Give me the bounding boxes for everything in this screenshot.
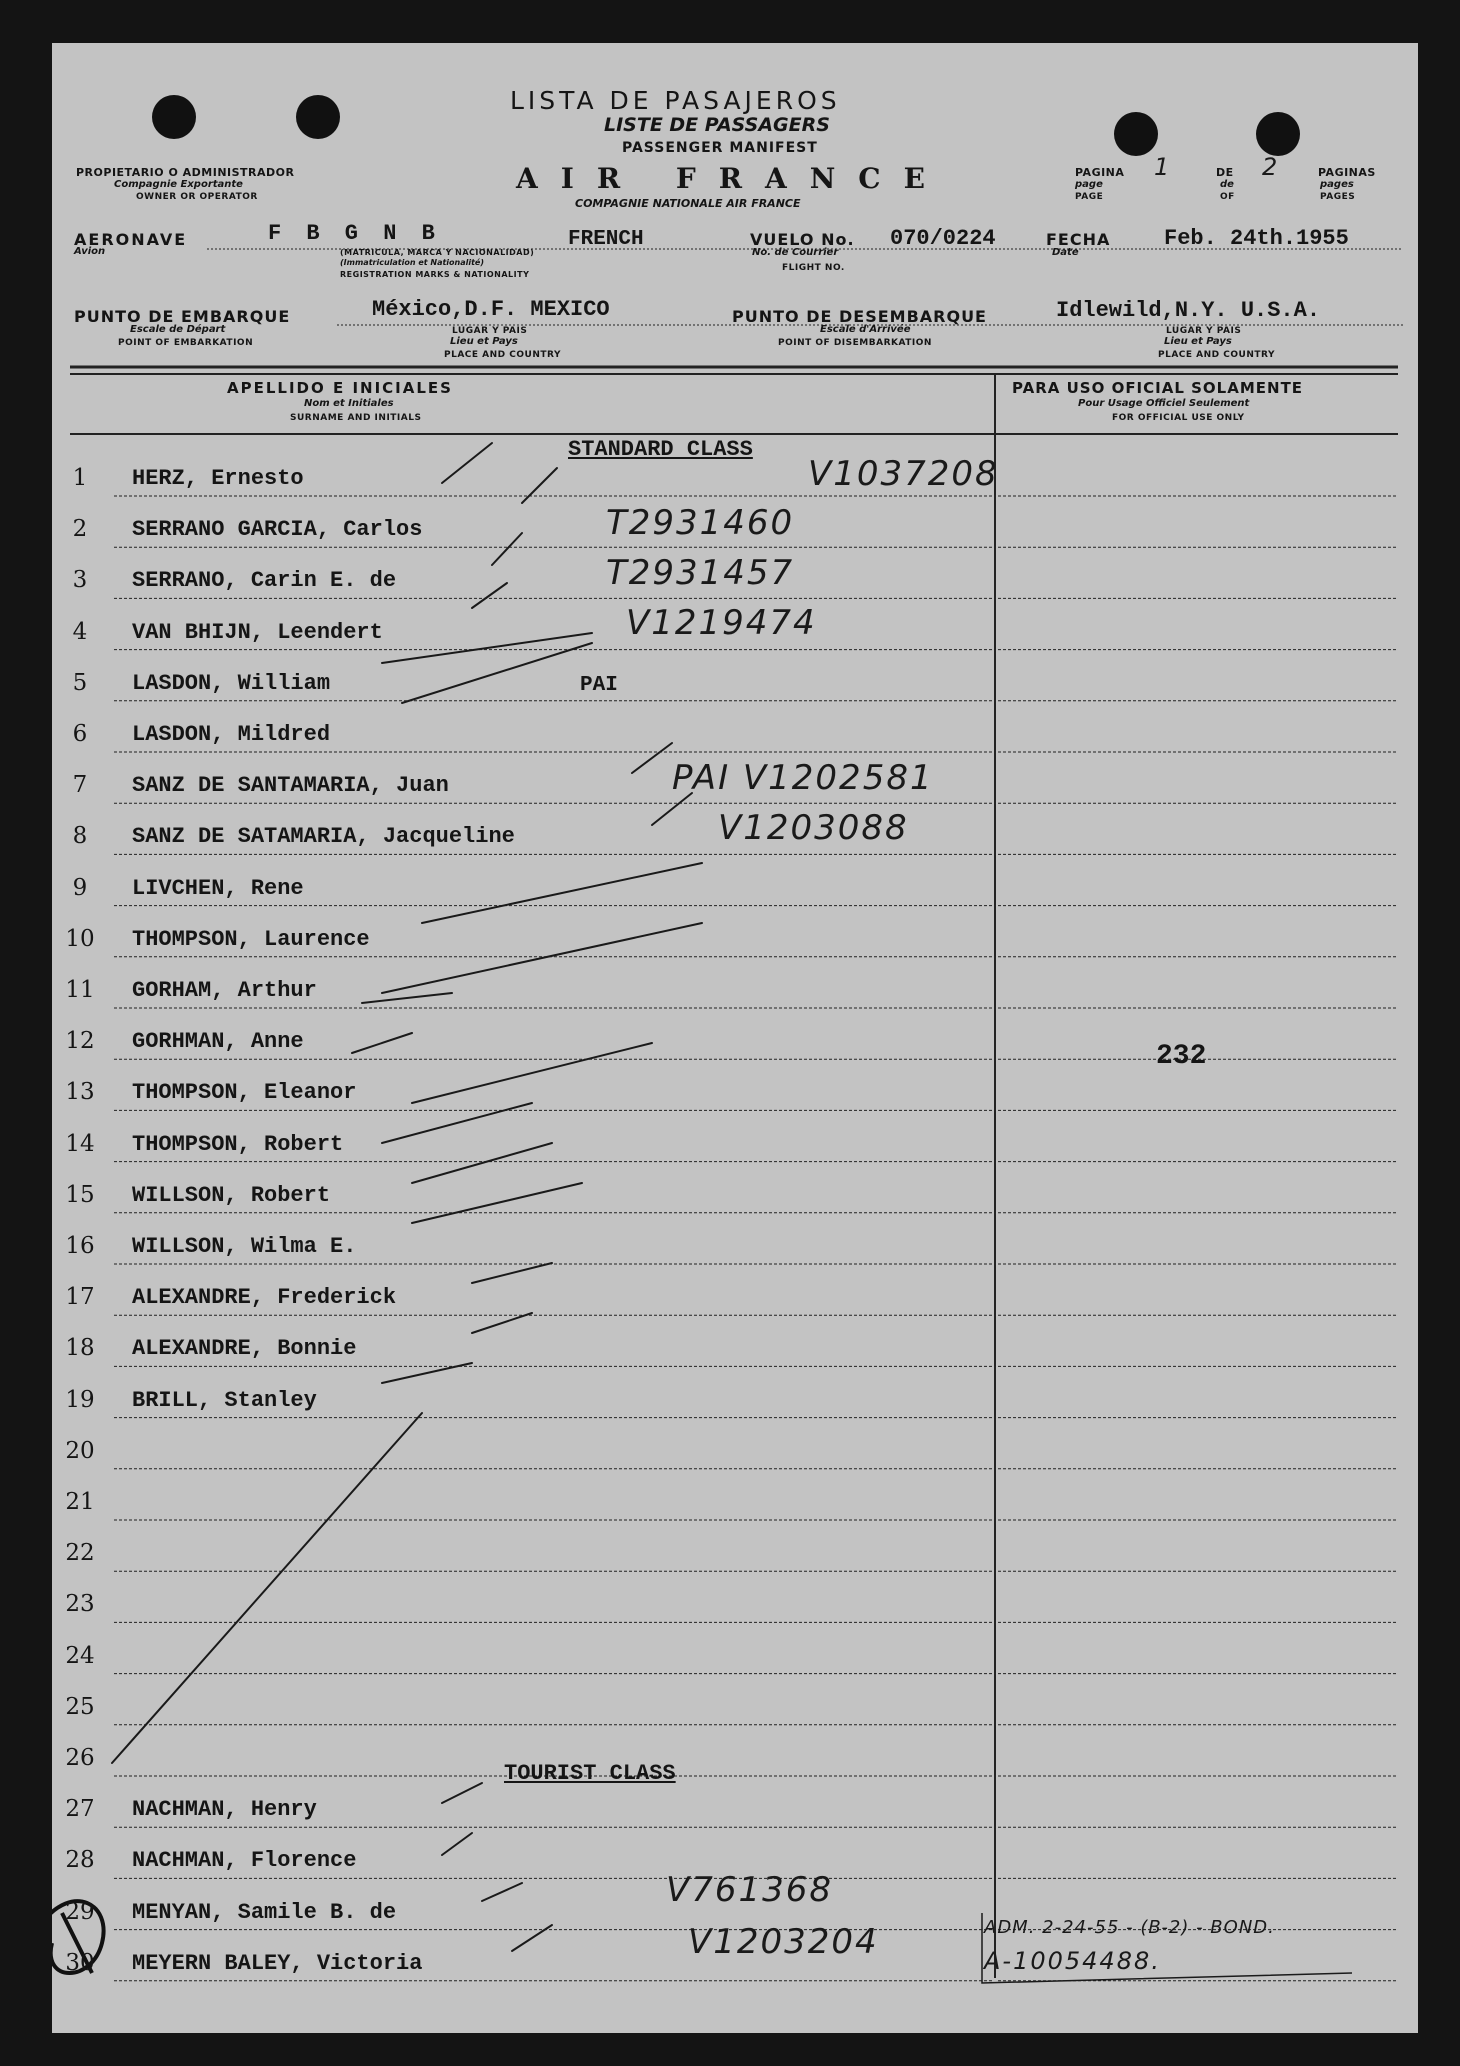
row-number: 19 [65, 1386, 95, 1413]
owner-label-es: PROPIETARIO O ADMINISTRADOR [76, 166, 295, 179]
pen-check-mark [472, 583, 507, 608]
row-number: 15 [65, 1181, 95, 1208]
row-number: 23 [65, 1591, 95, 1618]
surname-header-en: SURNAME AND INITIALS [290, 413, 422, 423]
row-number: 3 [72, 567, 88, 594]
owner-label-fr: Compagnie Exportante [114, 179, 243, 190]
place-label-en: PLACE AND COUNTRY [444, 350, 561, 360]
pages-label-fr: pages [1320, 179, 1354, 190]
pen-check-mark [632, 743, 672, 773]
row-number: 16 [65, 1233, 95, 1259]
row-number: 21 [65, 1489, 95, 1515]
row-number: 17 [65, 1284, 95, 1311]
pen-check-mark [382, 923, 702, 993]
pen-check-mark [112, 1413, 422, 1763]
place-label-es-2: LUGAR Y PAIS [1166, 326, 1242, 336]
pen-check-mark [472, 1313, 532, 1333]
embark-place: México,D.F. MEXICO [372, 297, 610, 322]
official-header-es: PARA USO OFICIAL SOLAMENTE [1012, 379, 1304, 397]
title-en: PASSENGER MANIFEST [622, 140, 818, 156]
passenger-name: VAN BHIJN, Leendert [132, 619, 383, 645]
row-number: 8 [72, 823, 88, 850]
passenger-name: GORHAM, Arthur [132, 978, 317, 1003]
pen-check-mark [412, 1183, 582, 1223]
pen-check-mark [412, 1143, 552, 1183]
passenger-name: SERRANO GARCIA, Carlos [132, 517, 423, 543]
pen-check-mark [512, 1925, 552, 1951]
passenger-name: SANZ DE SANTAMARIA, Juan [132, 773, 449, 799]
row-number: 30 [65, 1949, 95, 1976]
row-number: 2 [72, 516, 88, 543]
admission-note-1: ADM. 2-24-55 - (B-2) - BOND. [984, 1917, 1275, 1938]
passport-note-7: PAI V1202581 [672, 758, 934, 798]
flight-label-en: FLIGHT NO. [782, 263, 845, 273]
tourist-class-heading: TOURIST CLASS [504, 1761, 676, 1786]
pai-note-5: PAI [580, 674, 618, 697]
row-number: 6 [72, 721, 88, 747]
passenger-name: MEYERN BALEY, Victoria [132, 1950, 423, 1976]
page-label-es: PAGINA [1075, 166, 1125, 179]
passenger-name: LIVCHEN, Rene [132, 875, 304, 901]
row-number: 12 [65, 1028, 95, 1055]
row-number: 7 [72, 772, 88, 799]
page-label-fr: page [1075, 179, 1103, 190]
pen-check-mark [362, 993, 452, 1003]
passenger-name: THOMPSON, Eleanor [132, 1080, 357, 1106]
passport-note-2: T2931460 [606, 503, 795, 543]
pen-check-mark [382, 633, 592, 663]
row-number: 26 [65, 1745, 95, 1771]
row-number: 25 [65, 1693, 95, 1720]
place-label-fr: Lieu et Pays [450, 336, 518, 347]
row-number: 27 [65, 1796, 95, 1823]
row-number: 11 [65, 977, 95, 1003]
passenger-name: NACHMAN, Florence [132, 1848, 357, 1874]
row-number: 14 [65, 1130, 95, 1157]
passenger-name: LASDON, William [132, 670, 331, 696]
pen-check-mark [382, 1103, 532, 1143]
manifest-sheet [52, 43, 1418, 2033]
pen-check-mark [482, 1883, 522, 1901]
disembark-label-en: POINT OF DISEMBARKATION [778, 338, 932, 348]
place-label-es: LUGAR Y PAIS [452, 326, 528, 336]
page-label-en: PAGE [1075, 192, 1104, 202]
pen-check-mark [352, 1033, 412, 1053]
row-number: 9 [72, 874, 88, 901]
official-header-fr: Pour Usage Officiel Seulement [1078, 398, 1250, 409]
date-label-es: FECHA [1046, 230, 1111, 249]
flight-label-fr: No. de Courrier [752, 247, 839, 258]
flight-date: Feb. 24th.1955 [1164, 226, 1349, 251]
passport-note-1: V1037208 [808, 454, 999, 494]
title-es: LISTA DE PASAJEROS [510, 86, 841, 115]
row-number: 18 [65, 1335, 95, 1362]
aircraft-label-es: AERONAVE [74, 230, 188, 249]
title-fr: LISTE DE PASSAGERS [604, 114, 830, 136]
page-total: 2 [1262, 153, 1280, 181]
passport-note-29: V761368 [666, 1870, 834, 1910]
passport-note-4: V1219474 [626, 603, 817, 643]
of-label-es: DE [1216, 166, 1234, 179]
aircraft-sub2: (Immatriculation et Nationalité) [340, 258, 485, 267]
aircraft-nationality: FRENCH [568, 228, 644, 251]
page-number: 1 [1154, 153, 1172, 181]
disembark-label-es: PUNTO DE DESEMBARQUE [732, 307, 987, 326]
row-number: 22 [65, 1540, 95, 1567]
pages-label-es: PAGINAS [1318, 166, 1376, 179]
aircraft-sub3: REGISTRATION MARKS & NATIONALITY [340, 270, 530, 279]
embark-label-en: POINT OF EMBARKATION [118, 338, 254, 348]
passenger-name: SANZ DE SATAMARIA, Jacqueline [132, 824, 515, 850]
passenger-name: NACHMAN, Henry [132, 1797, 317, 1823]
row-number: 28 [65, 1847, 95, 1874]
pen-check-mark [472, 1263, 552, 1283]
official-count: 232 [1156, 1041, 1207, 1072]
passenger-name: HERZ, Ernesto [132, 466, 304, 491]
passenger-name: THOMPSON, Robert [132, 1131, 344, 1157]
disembark-place: Idlewild,N.Y. U.S.A. [1056, 298, 1321, 323]
passenger-name: LASDON, Mildred [132, 722, 331, 747]
passenger-name: MENYAN, Samile B. de [132, 1899, 397, 1925]
row-number: 13 [65, 1079, 95, 1106]
row-number: 20 [65, 1437, 95, 1464]
date-label-fr: Date [1052, 247, 1079, 258]
pen-check-mark [412, 1043, 652, 1103]
passport-note-8: V1203088 [718, 808, 909, 848]
passenger-name: WILLSON, Wilma E. [132, 1234, 357, 1259]
pen-check-mark [402, 643, 592, 703]
airline-name: AIR FRANCE [516, 162, 948, 195]
row-number: 5 [72, 669, 88, 696]
aircraft-label-fr: Avion [74, 246, 106, 257]
pages-label-en: PAGES [1320, 192, 1356, 202]
standard-class-heading: STANDARD CLASS [568, 437, 753, 462]
owner-label-en: OWNER OR OPERATOR [136, 192, 258, 202]
disembark-label-fr: Escale d'Arrivée [820, 324, 911, 335]
surname-header-es: APELLIDO E INICIALES [227, 379, 453, 397]
pen-check-mark [522, 468, 557, 503]
row-number: 1 [72, 465, 88, 491]
pen-check-mark [492, 533, 522, 565]
passenger-name: BRILL, Stanley [132, 1387, 317, 1413]
row-number: 10 [65, 925, 95, 952]
pen-check-mark [442, 443, 492, 483]
passport-note-30: V1203204 [688, 1922, 879, 1962]
row-number: 24 [65, 1642, 95, 1669]
pen-check-mark [442, 1783, 482, 1803]
surname-header-fr: Nom et Initiales [304, 398, 394, 409]
aircraft-sub1: (MATRICULA, MARCA Y NACIONALIDAD) [340, 248, 535, 257]
of-label-fr: de [1220, 179, 1234, 190]
flight-number: 070/0224 [890, 226, 996, 251]
passport-note-3: T2931457 [606, 553, 795, 593]
pen-check-mark [442, 1833, 472, 1855]
passenger-name: ALEXANDRE, Bonnie [132, 1336, 357, 1362]
passenger-name: ALEXANDRE, Frederick [132, 1285, 397, 1311]
admission-note-2: A-10054488. [984, 1947, 1161, 1975]
airline-sub: COMPAGNIE NATIONALE AIR FRANCE [575, 197, 801, 210]
place-label-fr-2: Lieu et Pays [1164, 336, 1232, 347]
pen-check-mark [422, 863, 702, 923]
embark-label-fr: Escale de Départ [130, 324, 226, 335]
flight-label-es: VUELO No. [750, 230, 855, 249]
aircraft-registration: F B G N B [268, 221, 441, 246]
place-label-en-2: PLACE AND COUNTRY [1158, 350, 1275, 360]
row-number: 29 [65, 1898, 95, 1925]
embark-label-es: PUNTO DE EMBARQUE [74, 307, 291, 326]
row-number: 4 [72, 618, 88, 645]
of-label-en: OF [1220, 192, 1235, 202]
official-header-en: FOR OFFICIAL USE ONLY [1112, 413, 1245, 423]
passenger-name: GORHMAN, Anne [132, 1029, 304, 1055]
passenger-name: WILLSON, Robert [132, 1182, 331, 1208]
passenger-name: THOMPSON, Laurence [132, 926, 370, 952]
passenger-name: SERRANO, Carin E. de [132, 568, 397, 594]
